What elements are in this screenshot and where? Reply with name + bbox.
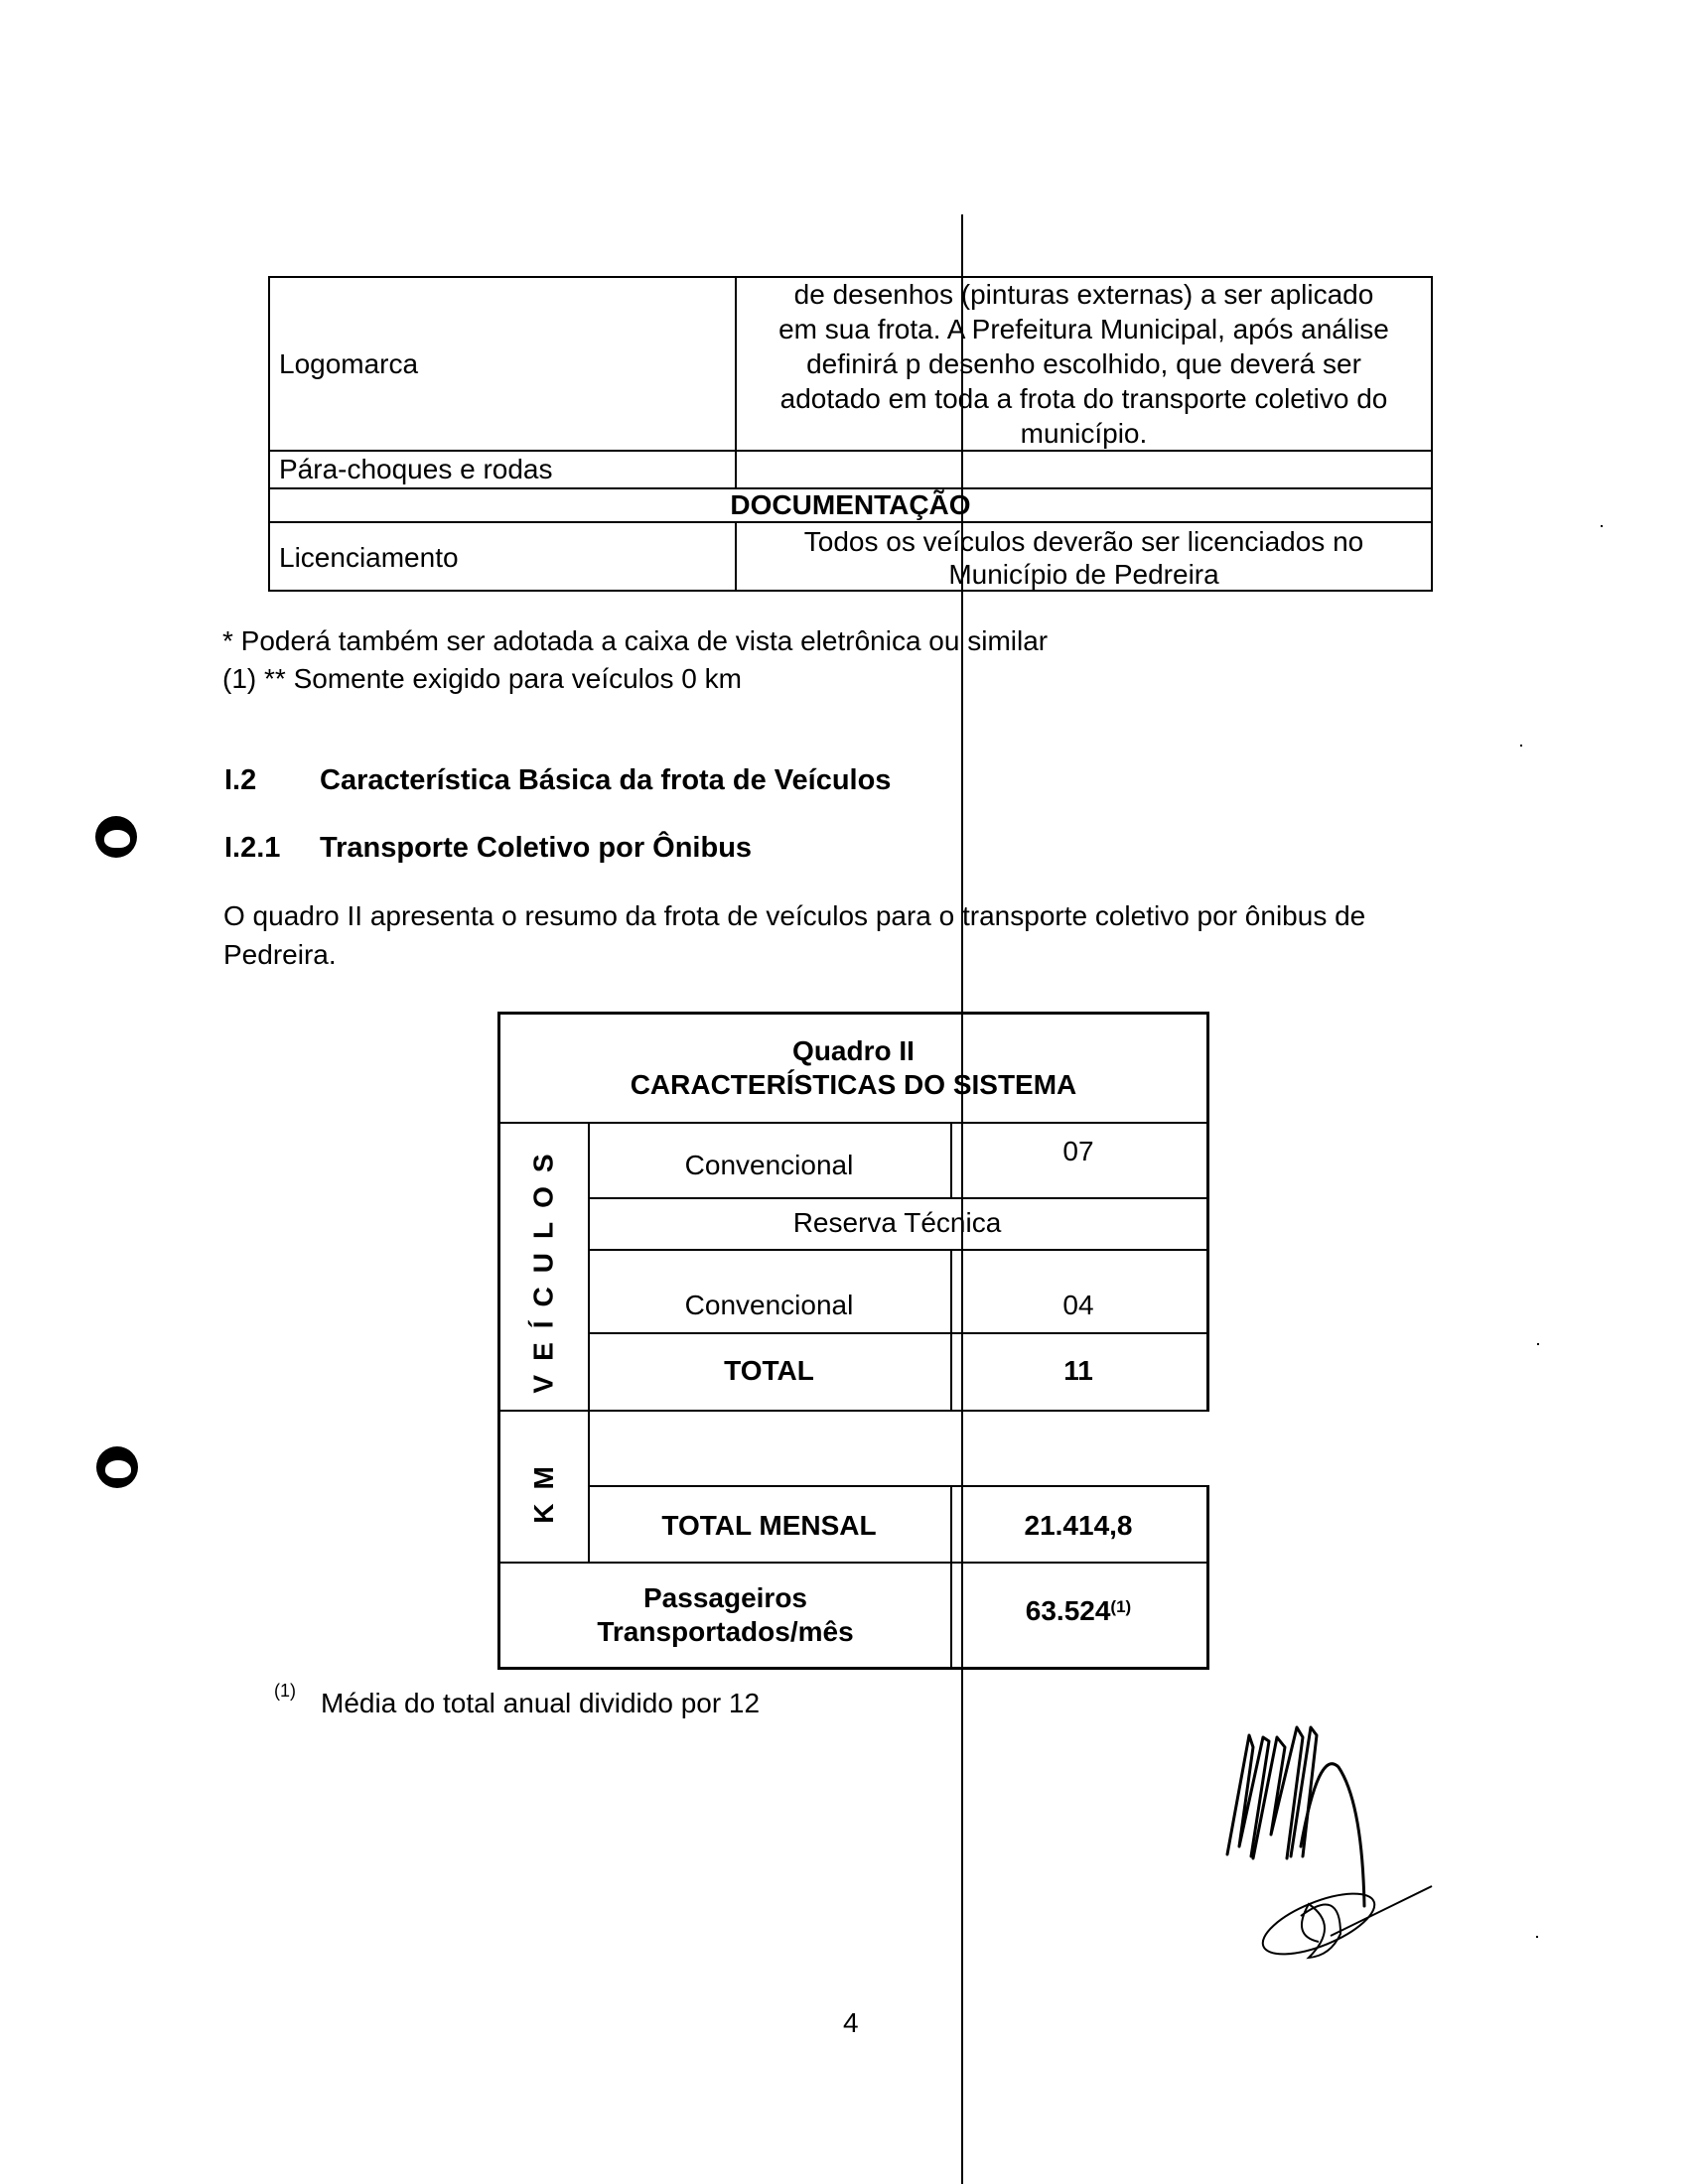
- section-row: [270, 489, 1431, 523]
- table-row: [270, 452, 1431, 489]
- text-line: Todos os veículos deverão ser licenciados no: [803, 525, 1364, 557]
- km-total-value-cell: 21.414,8: [950, 1485, 1209, 1564]
- spec-table: [268, 276, 1433, 592]
- scan-speck: [1537, 1343, 1539, 1345]
- text-line: de desenhos (pinturas externas) a ser aplicado: [793, 279, 1374, 310]
- passengers-value: 63.524: [1025, 1595, 1111, 1626]
- footnote-ref: (1): [1110, 1597, 1132, 1616]
- passengers-label-line: Passageiros: [643, 1582, 807, 1613]
- km-total-label-cell: TOTAL MENSAL: [588, 1485, 952, 1564]
- row-label: Licenciamento: [270, 523, 737, 592]
- passengers-value-cell: [950, 1562, 1209, 1670]
- text-line: Município de Pedreira: [948, 558, 1219, 590]
- vehicle-type-cell: Convencional: [588, 1122, 952, 1199]
- total-label-cell: TOTAL: [588, 1332, 952, 1412]
- scan-speck: [1520, 745, 1522, 747]
- signature-image: [1192, 1707, 1450, 1966]
- row-value: [737, 452, 1431, 487]
- table-row: [270, 278, 1431, 452]
- row-label: Logomarca: [270, 278, 737, 450]
- text-line: adotado em toda a frota do transporte coletivo do: [779, 383, 1388, 414]
- passengers-label-cell: [497, 1562, 952, 1670]
- footnote-text: Média do total anual dividido por 12: [321, 1688, 761, 1718]
- footnote-ref: (1): [274, 1681, 296, 1701]
- paragraph-line: O quadro II apresenta o resumo da frota de veículos para o transporte coletivo por ônibus de: [223, 900, 1366, 931]
- row-value: [737, 278, 1431, 450]
- km-label: KM: [527, 1451, 559, 1524]
- table-row: [270, 523, 1431, 592]
- note-line: (1) ** Somente exigido para veículos 0 km: [222, 663, 742, 694]
- vehicle-count-cell: 04: [950, 1249, 1209, 1334]
- text-line: município.: [1020, 418, 1148, 449]
- paragraph-line: Pedreira.: [223, 939, 337, 970]
- scan-speck: [1601, 525, 1603, 527]
- passengers-label-line: Transportados/mês: [597, 1616, 854, 1647]
- section-title: Transporte Coletivo por Ônibus: [320, 832, 753, 864]
- scan-speck: [1536, 1936, 1538, 1938]
- quadro-header: [497, 1012, 1209, 1124]
- km-empty-cell: [588, 1410, 952, 1487]
- vehicle-type-cell: Convencional: [588, 1249, 952, 1334]
- veiculos-label: VEÍCULOS: [528, 1140, 560, 1394]
- quadro-title: Quadro II: [792, 1035, 915, 1066]
- section-heading: DOCUMENTAÇÃO: [730, 489, 971, 520]
- punch-hole-mark: [95, 816, 137, 858]
- text-line: em sua frota. A Prefeitura Municipal, após análise: [778, 314, 1389, 344]
- reserva-tecnica-cell: Reserva Técnica: [588, 1197, 1209, 1251]
- section-number: I.2: [224, 764, 257, 796]
- veiculos-label-cell: [497, 1122, 590, 1412]
- quadro-table: [497, 1012, 1209, 1670]
- punch-hole-mark: [96, 1446, 138, 1488]
- note-line: * Poderá também ser adotada a caixa de vista eletrônica ou similar: [222, 625, 1049, 656]
- row-value: [737, 523, 1431, 592]
- km-label-cell: [497, 1410, 590, 1564]
- row-label: Pára-choques e rodas: [270, 452, 737, 487]
- total-value-cell: 11: [950, 1332, 1209, 1412]
- page-number: 4: [843, 2007, 859, 2038]
- vehicle-count-cell: 07: [950, 1122, 1209, 1199]
- quadro-subtitle: CARACTERÍSTICAS DO SISTEMA: [630, 1069, 1077, 1100]
- section-title: Característica Básica da frota de Veículos: [320, 764, 892, 796]
- section-number: I.2.1: [224, 832, 281, 864]
- text-line: definirá p desenho escolhido, que deverá ser: [806, 348, 1361, 379]
